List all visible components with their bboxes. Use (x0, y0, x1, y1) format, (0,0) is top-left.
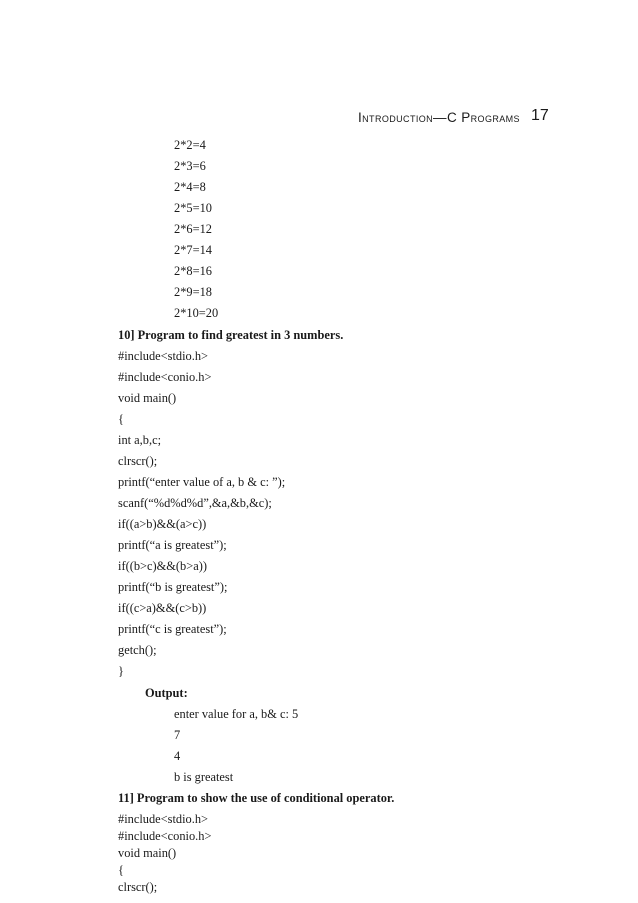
code-line: void main() (118, 391, 177, 405)
code-line: getch(); (118, 643, 157, 657)
page-number: 17 (531, 107, 549, 124)
code-line: if((a>b)&&(a>c)) (118, 517, 207, 531)
table-output-line: 2*8=16 (174, 264, 212, 278)
code-line: clrscr(); (118, 880, 158, 894)
code-line: printf(“c is greatest”); (118, 622, 227, 636)
code-line: scanf(“%d%d%d”,&a,&b,&c); (118, 496, 272, 510)
table-output-line: 2*6=12 (174, 222, 212, 236)
output-line: b is greatest (174, 770, 234, 784)
table-output-line: 2*7=14 (174, 243, 212, 257)
code-line: #include<stdio.h> (118, 812, 209, 826)
code-line: } (118, 664, 124, 678)
table-output-line: 2*2=4 (174, 138, 206, 152)
code-line: #include<stdio.h> (118, 349, 209, 363)
table-output-line: 2*3=6 (174, 159, 206, 173)
code-line: printf(“b is greatest”); (118, 580, 228, 594)
code-line: printf(“a is greatest”); (118, 538, 227, 552)
page-header (0, 108, 638, 128)
code-line: { (118, 412, 124, 426)
table-output-line: 2*4=8 (174, 180, 206, 194)
output-label: Output: (145, 686, 188, 700)
output-line: 7 (174, 728, 181, 742)
code-line: void main() (118, 846, 177, 860)
table-output-line: 2*10=20 (174, 306, 219, 320)
code-line: { (118, 863, 124, 877)
code-line: if((c>a)&&(c>b)) (118, 601, 207, 615)
code-line: clrscr(); (118, 454, 158, 468)
table-output-line: 2*5=10 (174, 201, 212, 215)
running-title: Introduction—C Programs (358, 110, 520, 125)
code-line: if((b>c)&&(b>a)) (118, 559, 207, 573)
code-line: #include<conio.h> (118, 829, 212, 843)
code-line: #include<conio.h> (118, 370, 212, 384)
output-line: enter value for a, b& c: 5 (174, 707, 299, 721)
code-line: int a,b,c; (118, 433, 162, 447)
table-output-line: 2*9=18 (174, 285, 212, 299)
program-11-heading: 11] Program to show the use of conditional operator. (118, 791, 395, 805)
code-line: printf(“enter value of a, b & c: ”); (118, 475, 286, 489)
output-line: 4 (174, 749, 181, 763)
program-10-heading: 10] Program to find greatest in 3 numbers. (118, 328, 344, 342)
